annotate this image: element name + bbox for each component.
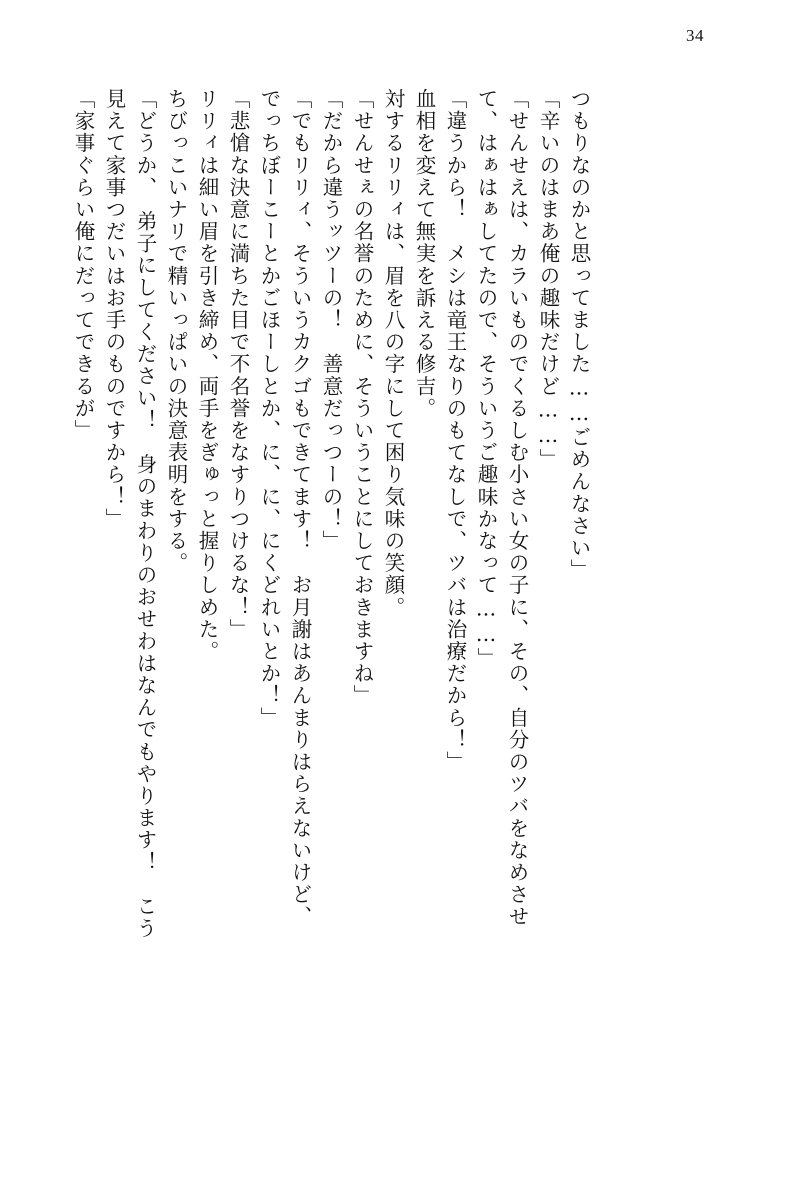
text-line: 「違うから！ メシは竜王なりのもてなしで、ツバは治療だから！」 <box>443 88 467 774</box>
text-line: 対するリリィは、眉を八の字にして困り気味の笑顔。 <box>381 88 405 619</box>
text-line: 「家事ぐらい俺にだってできるが」 <box>71 88 95 442</box>
text-line: 見えて家事つだいはお手のものですから！」 <box>102 88 126 530</box>
text-line: 「辛いのはまあ俺の趣味だけど……」 <box>536 88 560 471</box>
text-line: リリィは細い眉を引き締め、両手をぎゅっと握りしめた。 <box>195 88 219 663</box>
text-line: て、はぁはぁしてたので、そういうご趣味かなって……」 <box>474 88 498 670</box>
text-line: 「でもリリィ、そういうカクゴもできてます！ お月謝はあんまりはらえないけど、 <box>288 88 312 928</box>
text-line: 「せんせぇの名誉のために、そういうことにしておきますね」 <box>350 88 374 707</box>
page-number: 34 <box>686 26 704 45</box>
text-line: ちびっこいナリで精いっぱいの決意表明をする。 <box>164 88 188 575</box>
text-line: でっちぼーこーとかごほーしとか、に、に、にくどれいとか！」 <box>257 88 281 729</box>
text-line: 「どうか、 弟子にしてください！ 身のまわりのおせわはなんでもやります！ こう <box>133 88 157 940</box>
text-line: 「せんせえは、カラいものでくるしむ小さい女の子に、その、自分のツバをなめさせ <box>505 88 529 928</box>
text-line: 「だから違うッツーの！ 善意だっつーの！」 <box>319 88 343 553</box>
vertical-text-body <box>62 88 738 1148</box>
text-line: 血相を変えて無実を訴える修吉。 <box>412 88 436 420</box>
text-line: つもりなのかと思ってました……ごめんなさい」 <box>567 88 591 582</box>
text-line: 「悲愴な決意に満ちた目で不名誉をなすりつけるな！」 <box>226 88 250 641</box>
